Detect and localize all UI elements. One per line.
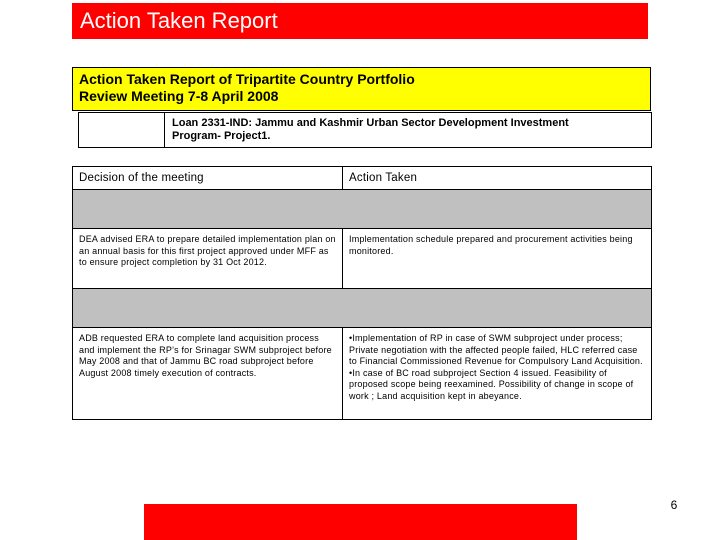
page-number: 6	[670, 498, 678, 512]
loan-blank-cell	[79, 113, 165, 147]
action-cell	[343, 328, 651, 419]
grey-cell	[73, 190, 343, 228]
loan-line-2: Program- Project1.	[172, 130, 271, 142]
grey-cell	[73, 289, 343, 327]
header-decision: Decision of the meeting	[73, 167, 343, 189]
page-title: Action Taken Report	[80, 8, 278, 33]
table-row	[73, 229, 651, 289]
header-action: Action Taken	[349, 172, 418, 184]
table-row	[73, 328, 651, 419]
table-header-row	[73, 167, 651, 190]
loan-description	[172, 117, 642, 143]
loan-line-1: Loan 2331-IND: Jammu and Kashmir Urban Sector Development Investment	[172, 117, 569, 129]
title-bar	[72, 3, 648, 39]
action-bullet: •In case of BC road subproject Section 4 issued. Feasibility of proposed scope being reexamined. Possibility of change in scope of work ; Land acquisition kept in abeyance.	[349, 367, 634, 401]
decision-cell: ADB requested ERA to complete land acquisition process and implement the RP’s for Srinagar SWM subproject before May 2008 and that of Jammu BC road subproject before August 2008 timely execution of contracts.	[73, 328, 343, 419]
action-cell: Implementation schedule prepared and procurement activities being monitored.	[349, 234, 633, 256]
report-subtitle	[72, 67, 651, 111]
loan-info-row	[78, 112, 652, 148]
subtitle-line-2: Review Meeting 7-8 April 2008	[79, 88, 279, 104]
decision-cell: DEA advised ERA to prepare detailed implementation plan on an annual basis for this first project approved under MFF as to ensure project completion by 31 Oct 2012.	[73, 229, 343, 288]
decision-action-table	[72, 166, 652, 420]
footer-bar	[144, 504, 577, 540]
grey-separator-row	[73, 190, 651, 229]
action-bullet: •Implementation of RP in case of SWM subproject under process; Private negotiation with the affected people failed, HLC referred case to Financial Commissioned Revenue for Compulsory Land Acquisition.	[349, 333, 643, 366]
subtitle-line-1: Action Taken Report of Tripartite Country Portfolio	[79, 71, 415, 87]
grey-separator-row	[73, 289, 651, 328]
